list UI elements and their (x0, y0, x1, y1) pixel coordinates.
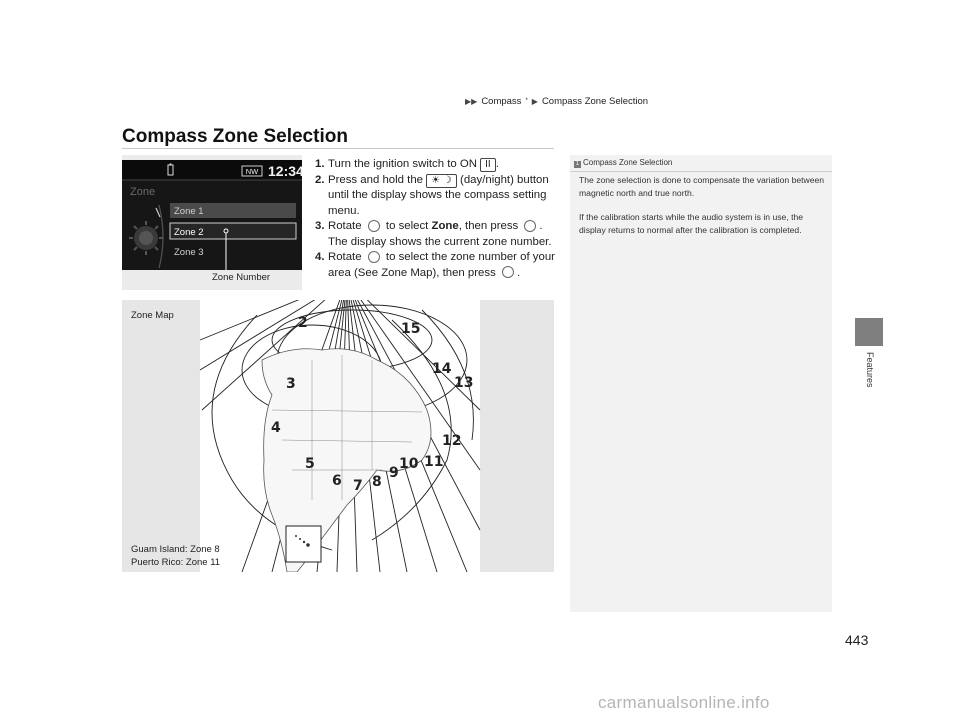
breadcrumb-current: Compass Zone Selection (541, 95, 649, 107)
ignition-on-key-icon: II (480, 158, 496, 172)
press-knob-icon (502, 266, 514, 278)
zone-option-3: Zone 3 (174, 247, 204, 258)
step-1 (315, 157, 555, 173)
puerto-rico-zone-note: Puerto Rico: Zone 11 (131, 557, 221, 568)
breadcrumb-asterisk: * (525, 98, 528, 104)
press-knob-icon (524, 220, 536, 232)
note-paragraph-1: The zone selection is done to compensate the variation between magnetic north and true north. (579, 175, 825, 198)
note-title (574, 158, 672, 168)
display-graphic (122, 160, 302, 270)
zone-label-15: 15 (401, 321, 421, 337)
display-screen (122, 160, 302, 270)
breadcrumb-arrow-icon: ▶▶ (465, 96, 478, 106)
zone-label-12: 12 (442, 433, 462, 449)
step-4-text-mid: to select the zone number of your area (See Zone Map), then press (328, 251, 555, 279)
note-paragraph-2: If the calibration starts while the audio system is in use, the display returns to normal after the calibration is completed. (579, 212, 804, 235)
title-divider (122, 148, 554, 149)
step-3-text-mid: to select (382, 220, 432, 232)
zone-label-6: 6 (332, 473, 342, 489)
zone-map-caption: Zone Map (131, 310, 174, 321)
step-1-number: 1. (315, 158, 325, 170)
step-3-text-end: . The display shows the current zone number. (328, 220, 552, 248)
step-3-number: 3. (315, 220, 325, 232)
zone-label-9: 9 (389, 465, 399, 481)
note-title-text: Compass Zone Selection (583, 158, 673, 167)
zone-map-figure (122, 300, 554, 572)
zone-map-note (131, 543, 220, 569)
page-number: 443 (845, 632, 869, 648)
breadcrumb (465, 94, 835, 108)
zone-label-10: 10 (399, 456, 419, 472)
day-night-button-icon: ☀ ☽ (426, 174, 457, 188)
watermark: carmanualsonline.info (598, 693, 770, 712)
breadcrumb-separator-icon: ▶ (531, 96, 538, 106)
clock-readout: 12:34 (268, 163, 302, 179)
selector-knob-icon (368, 251, 380, 263)
step-3-zone: Zone (431, 220, 459, 232)
menu-title: Zone (130, 186, 156, 198)
instruction-steps (315, 157, 555, 281)
section-tab-label (863, 352, 875, 412)
step-2-number: 2. (315, 173, 325, 186)
step-2 (315, 173, 555, 220)
step-3 (315, 219, 555, 250)
zone-label-3: 3 (286, 376, 296, 392)
zone-label-8: 8 (372, 474, 382, 490)
zone-label-5: 5 (305, 456, 315, 472)
step-4 (315, 250, 555, 281)
direction-readout: NW (245, 167, 259, 176)
step-4-text: Rotate (328, 251, 365, 263)
step-3-text: Rotate (328, 220, 365, 232)
step-4-text-end: . (516, 266, 521, 279)
zone-label-4: 4 (271, 420, 281, 436)
step-4-number: 4. (315, 251, 325, 263)
selector-knob-icon (368, 220, 380, 232)
step-1-text: Turn the ignition switch to ON (328, 158, 481, 170)
step-2-text: Press and hold the (328, 173, 427, 186)
zone-option-1: Zone 1 (174, 206, 204, 217)
section-tab-text: Features (865, 352, 875, 388)
note-divider (570, 171, 832, 172)
zone-label-7: 7 (353, 478, 363, 494)
zone-label-2: 2 (298, 315, 308, 331)
step-3-text-press: , then press (458, 220, 522, 232)
note-body (579, 174, 827, 248)
breadcrumb-compass[interactable]: Compass (481, 95, 522, 107)
zone-label-14: 14 (432, 361, 452, 377)
zone-label-13: 13 (454, 375, 474, 391)
zone-label-11: 11 (424, 454, 444, 470)
step-1-end: . (495, 158, 499, 170)
section-tab-marker (855, 318, 883, 346)
page-title: Compass Zone Selection (122, 126, 348, 147)
sun-dial-icon (129, 221, 163, 255)
zone-number-callout: Zone Number (212, 272, 271, 283)
zone-option-2: Zone 2 (174, 227, 204, 238)
note-marker-icon: 1 (575, 161, 580, 167)
guam-zone-note: Guam Island: Zone 8 (131, 544, 220, 555)
step-2-text-end: (day/night) button until the display shows the compass setting menu. (328, 173, 549, 217)
zone-map-graphic (122, 300, 554, 572)
